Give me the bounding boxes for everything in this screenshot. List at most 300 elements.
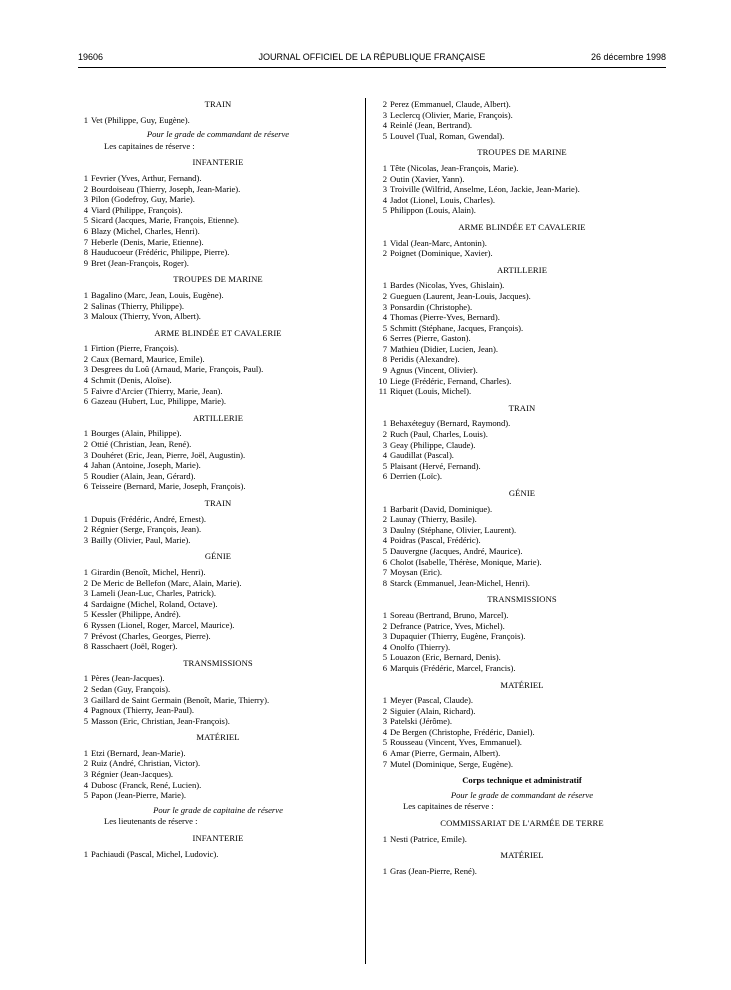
name-list <box>377 99 667 141</box>
list-item <box>377 866 667 877</box>
rank-number: 1 <box>382 833 387 844</box>
section-title: MATÉRIEL <box>500 679 544 690</box>
person-name: Vet (Philippe, Guy, Eugène). <box>91 114 190 125</box>
rank-number: 1 <box>382 609 387 620</box>
list-item <box>78 290 358 301</box>
list-item <box>377 716 667 727</box>
person-name: Gaudillat (Pascal). <box>390 450 454 461</box>
rank-number: 3 <box>382 524 387 535</box>
rank-number: 3 <box>382 716 387 727</box>
rank-number: 10 <box>378 375 387 386</box>
rank-number: 7 <box>382 343 387 354</box>
rank-number: 1 <box>83 428 88 439</box>
person-name: Gras (Jean-Pierre, René). <box>390 865 477 876</box>
list-item <box>78 620 358 631</box>
name-list <box>78 673 358 726</box>
list-item <box>377 621 667 632</box>
rank-number: 5 <box>382 737 387 748</box>
rank-number: 4 <box>83 460 88 471</box>
list-item <box>78 184 358 195</box>
list-item <box>377 642 667 653</box>
list-item <box>78 247 358 258</box>
section-title: MATÉRIEL <box>196 732 240 743</box>
person-name: Etzi (Bernard, Jean-Marie). <box>91 747 186 758</box>
rank-number: 2 <box>382 248 387 259</box>
rank-number: 4 <box>83 779 88 790</box>
list-item <box>377 663 667 674</box>
section-title: GÉNIE <box>508 488 536 498</box>
person-name: Moysan (Eric). <box>390 567 443 578</box>
rank-number: 5 <box>83 215 88 226</box>
person-name: Bourdoiseau (Thierry, Joseph, Jean-Marie). <box>91 183 241 194</box>
rank-number: 2 <box>83 758 88 769</box>
person-name: Louazon (Eric, Bernard, Denis). <box>390 652 501 663</box>
list-item <box>377 131 667 142</box>
name-list <box>78 428 358 492</box>
rank-number: 5 <box>382 205 387 216</box>
list-item <box>377 706 667 717</box>
list-item <box>377 344 667 355</box>
person-name: Jahan (Antoine, Joseph, Marie). <box>91 460 201 471</box>
rank-number: 2 <box>382 705 387 716</box>
rank-number: 7 <box>382 758 387 769</box>
grade-heading: Pour le grade de capitaine de réserve <box>153 804 283 815</box>
person-name: Vidal (Jean-Marc, Antonin). <box>390 237 487 248</box>
list-item <box>78 354 358 365</box>
list-item <box>78 450 358 461</box>
rank-number: 2 <box>382 99 387 109</box>
list-item <box>377 365 667 376</box>
list-item <box>377 695 667 706</box>
rank-number: 5 <box>83 715 88 726</box>
section-genie <box>377 488 667 588</box>
person-name: Louvel (Tual, Roman, Gwendal). <box>390 130 505 141</box>
rank-number: 3 <box>83 449 88 460</box>
list-item <box>377 120 667 131</box>
list-item <box>377 567 667 578</box>
rank-number: 6 <box>382 662 387 673</box>
list-item <box>78 514 358 525</box>
rank-number: 4 <box>83 204 88 215</box>
list-item <box>377 737 667 748</box>
rank-number: 7 <box>83 630 88 641</box>
list-item <box>377 748 667 759</box>
list-item <box>377 205 667 216</box>
rank-number: 1 <box>83 566 88 577</box>
rank-number: 5 <box>382 130 387 141</box>
list-item <box>377 333 667 344</box>
rank-number: 2 <box>83 683 88 694</box>
rank-number: 5 <box>382 460 387 471</box>
rank-number: 1 <box>382 418 387 429</box>
list-item <box>78 343 358 354</box>
person-name: Dauvergne (Jacques, André, Maurice). <box>390 545 523 556</box>
person-name: Masson (Eric, Christian, Jean-François). <box>91 715 230 726</box>
rank-number: 1 <box>83 172 88 183</box>
left-column <box>78 99 358 859</box>
rank-number: 3 <box>382 109 387 120</box>
list-item <box>377 238 667 249</box>
person-name: Dubosc (Franck, René, Lucien). <box>91 779 202 790</box>
person-name: Bagalino (Marc, Jean, Louis, Eugène). <box>91 289 224 300</box>
rank-number: 2 <box>382 514 387 525</box>
rank-number: 6 <box>382 556 387 567</box>
person-name: Patelski (Jérôme). <box>390 716 453 727</box>
person-name: Launay (Thierry, Basile). <box>390 514 477 525</box>
rank-number: 6 <box>83 396 88 407</box>
list-item <box>377 461 667 472</box>
person-name: Desgrees du Loû (Arnaud, Marie, François, Paul). <box>91 364 264 375</box>
list-item <box>78 375 358 386</box>
section-transmissions <box>377 594 667 673</box>
person-name: Tête (Nicolas, Jean-François, Marie). <box>390 162 519 173</box>
list-item <box>78 205 358 216</box>
list-item <box>377 302 667 313</box>
section-title: TRAIN <box>204 498 232 508</box>
person-name: Bailly (Olivier, Paul, Marie). <box>91 534 191 545</box>
person-name: Reinlé (Jean, Bertrand). <box>390 120 473 131</box>
rank-number: 4 <box>83 598 88 609</box>
name-list <box>377 610 667 674</box>
person-name: Cholot (Isabelle, Thérèse, Monique, Marie). <box>390 556 542 567</box>
person-name: Plaisant (Hervé, Fernand). <box>390 460 481 471</box>
section-continuation <box>377 99 667 141</box>
person-name: Philippon (Louis, Alain). <box>390 205 476 216</box>
list-item <box>78 258 358 269</box>
section-title: TRAIN <box>204 99 232 109</box>
rank-number: 4 <box>382 120 387 131</box>
rank-number: 1 <box>382 865 387 876</box>
person-name: Rasschaert (Joël, Roger). <box>91 641 178 652</box>
name-list <box>78 849 358 860</box>
list-item <box>377 535 667 546</box>
list-item <box>377 557 667 568</box>
person-name: Blazy (Michel, Charles, Henri). <box>91 225 200 236</box>
rank-number: 6 <box>382 471 387 482</box>
rank-number: 1 <box>83 289 88 300</box>
rank-number: 5 <box>83 385 88 396</box>
section-title: TROUPES DE MARINE <box>477 147 567 158</box>
person-name: Pagnoux (Thierry, Jean-Paul). <box>91 705 195 716</box>
list-item <box>78 758 358 769</box>
person-name: Peridis (Alexandre). <box>390 354 460 365</box>
rank-number: 1 <box>83 513 88 524</box>
person-name: Leclercq (Olivier, Marie, François). <box>390 109 513 120</box>
rank-number: 9 <box>83 257 88 268</box>
list-item <box>78 428 358 439</box>
person-name: Mathieu (Didier, Lucien, Jean). <box>390 343 498 354</box>
name-list <box>78 343 358 407</box>
rank-number: 3 <box>83 588 88 599</box>
rank-number: 6 <box>83 481 88 492</box>
list-item <box>78 748 358 759</box>
list-item <box>377 440 667 451</box>
publication-date: 26 décembre 1998 <box>590 52 666 62</box>
rank-number: 5 <box>382 652 387 663</box>
person-name: Serres (Pierre, Gaston). <box>390 333 471 344</box>
list-item <box>377 429 667 440</box>
person-name: Outin (Xavier, Yann). <box>390 173 465 184</box>
person-name: De Meric de Bellefon (Marc, Alain, Marie). <box>91 577 242 588</box>
rank-number: 1 <box>83 114 88 125</box>
list-item <box>78 684 358 695</box>
section-artillerie <box>78 413 358 492</box>
list-item <box>377 727 667 738</box>
section-infanterie <box>78 157 358 268</box>
name-list <box>78 567 358 652</box>
journal-title: JOURNAL OFFICIEL DE LA RÉPUBLIQUE FRANÇAISE <box>258 52 486 62</box>
person-name: Douhéret (Eric, Jean, Pierre, Joël, Augustin). <box>91 449 246 460</box>
list-item <box>78 641 358 652</box>
list-item <box>377 248 667 259</box>
list-item <box>377 376 667 387</box>
name-list <box>78 290 358 322</box>
rank-number: 5 <box>382 545 387 556</box>
section-genie <box>78 551 358 651</box>
rank-number: 4 <box>382 641 387 652</box>
person-name: Pères (Jean-Jacques). <box>91 673 165 684</box>
list-item <box>377 525 667 536</box>
rank-number: 6 <box>83 225 88 236</box>
person-name: Sedan (Guy, François). <box>91 683 171 694</box>
person-name: Derrien (Loïc). <box>390 471 443 482</box>
header-rule <box>78 67 666 68</box>
list-item <box>78 790 358 801</box>
section-train <box>78 498 358 545</box>
section-title: TRAIN <box>508 402 536 413</box>
person-name: Amar (Pierre, Germain, Albert). <box>390 748 501 759</box>
list-item <box>78 535 358 546</box>
rank-number: 3 <box>382 439 387 450</box>
list-item <box>78 364 358 375</box>
rank-number: 8 <box>83 247 88 258</box>
section-materiel <box>78 732 358 801</box>
person-name: Poidras (Pascal, Frédéric). <box>390 535 481 546</box>
name-list <box>377 866 667 877</box>
rank-number: 2 <box>382 290 387 301</box>
list-item <box>377 450 667 461</box>
rank-number: 1 <box>382 695 387 706</box>
rank-number: 5 <box>83 609 88 620</box>
rank-number: 2 <box>382 620 387 631</box>
person-name: Teisseire (Bernard, Marie, Joseph, François). <box>91 481 246 492</box>
name-list <box>78 173 358 268</box>
list-item <box>377 546 667 557</box>
section-title: GÉNIE <box>204 551 232 562</box>
rank-number: 3 <box>83 364 88 375</box>
list-item <box>78 588 358 599</box>
rank-number: 6 <box>83 619 88 630</box>
corps-heading: Corps technique et administratif <box>462 775 582 786</box>
rank-number: 8 <box>382 577 387 588</box>
name-list <box>377 163 667 216</box>
section-materiel <box>377 850 667 876</box>
section-title: TRANSMISSIONS <box>183 657 253 668</box>
rank-number: 11 <box>378 386 387 397</box>
rank-number: 3 <box>83 694 88 705</box>
person-name: Bret (Jean-François, Roger). <box>91 257 189 268</box>
list-item <box>78 716 358 727</box>
rank-number: 4 <box>382 450 387 461</box>
name-list <box>377 280 667 397</box>
person-name: Faivre d'Arcier (Thierry, Marie, Jean). <box>91 385 223 396</box>
list-item <box>78 631 358 642</box>
section-title: TRANSMISSIONS <box>487 594 557 605</box>
person-name: Defrance (Patrice, Yves, Michel). <box>390 620 505 631</box>
person-name: Girardin (Benoît, Michel, Henri). <box>91 566 206 577</box>
grade-heading: Pour le grade de commandant de réserve <box>450 789 594 800</box>
list-item <box>78 578 358 589</box>
grade-intro: Les lieutenants de réserve : <box>104 816 198 827</box>
rank-number: 2 <box>83 183 88 194</box>
rank-number: 8 <box>382 354 387 365</box>
person-name: Dupuis (Frédéric, André, Ernest). <box>91 513 207 524</box>
rank-number: 6 <box>382 748 387 759</box>
page-header <box>78 52 666 66</box>
rank-number: 3 <box>83 311 88 322</box>
name-list <box>377 418 667 482</box>
list-item <box>377 195 667 206</box>
list-item <box>78 311 358 322</box>
person-name: Onolfo (Thierry). <box>390 641 451 652</box>
section-arme-blindee <box>377 222 667 259</box>
list-item <box>78 769 358 780</box>
rank-number: 4 <box>382 194 387 205</box>
page-number: 19606 <box>78 52 104 62</box>
list-item <box>78 115 358 126</box>
list-item <box>377 386 667 397</box>
rank-number: 3 <box>83 194 88 205</box>
person-name: Ponsardin (Christophe). <box>390 301 473 312</box>
section-title: MATÉRIEL <box>500 850 544 861</box>
list-item <box>78 673 358 684</box>
rank-number: 1 <box>83 747 88 758</box>
person-name: Meyer (Pascal, Claude). <box>390 695 474 706</box>
person-name: Troiville (Wilfrid, Anselme, Léon, Jackie, Jean-Marie). <box>390 184 580 195</box>
list-item <box>78 524 358 535</box>
person-name: Mutel (Dominique, Serge, Eugène). <box>390 758 513 769</box>
person-name: Agnus (Vincent, Olivier). <box>390 365 478 376</box>
person-name: Lameli (Jean-Luc, Charles, Patrick). <box>91 588 217 599</box>
person-name: Behaxéteguy (Bernard, Raymond). <box>390 418 511 429</box>
rank-number: 3 <box>382 301 387 312</box>
rank-number: 3 <box>382 184 387 195</box>
person-name: Marquis (Frédéric, Marcel, Francis). <box>390 662 516 673</box>
rank-number: 4 <box>382 535 387 546</box>
person-name: Firtion (Pierre, François). <box>91 343 179 354</box>
person-name: Ottié (Christian, Jean, René). <box>91 439 192 450</box>
person-name: Gazeau (Hubert, Luc, Philippe, Marie). <box>91 396 227 407</box>
list-item <box>377 834 667 845</box>
section-title: ARTILLERIE <box>496 264 548 275</box>
person-name: Fevrier (Yves, Arthur, Fernand). <box>91 172 202 183</box>
section-title: COMMISSARIAT DE L'ARMÉE DE TERRE <box>440 818 604 829</box>
section-artillerie <box>377 265 667 397</box>
rank-number: 1 <box>382 237 387 248</box>
section-title: INFANTERIE <box>192 833 244 844</box>
list-item <box>78 226 358 237</box>
list-item <box>377 110 667 121</box>
section-infanterie <box>78 833 358 859</box>
person-name: Prévost (Charles, Georges, Pierre). <box>91 630 211 641</box>
name-list <box>377 695 667 769</box>
list-item <box>377 652 667 663</box>
person-name: Gueguen (Laurent, Jean-Louis, Jacques). <box>390 290 531 301</box>
name-list <box>78 115 358 126</box>
rank-number: 4 <box>83 375 88 386</box>
list-item <box>377 291 667 302</box>
section-title: ARME BLINDÉE ET CAVALERIE <box>154 327 282 338</box>
list-item <box>377 99 667 110</box>
list-item <box>78 609 358 620</box>
person-name: Riquet (Louis, Michel). <box>390 386 472 397</box>
person-name: Sicard (Jacques, Marie, François, Etienne). <box>91 215 239 226</box>
section-train <box>78 99 358 125</box>
person-name: Schmitt (Stéphane, Jacques, François). <box>390 322 524 333</box>
list-item <box>78 460 358 471</box>
person-name: Heberle (Denis, Marie, Etienne). <box>91 236 204 247</box>
section-troupes-de-marine <box>377 147 667 216</box>
person-name: Kessler (Philippe, André). <box>91 609 181 620</box>
column-divider <box>365 98 366 964</box>
section-arme-blindee <box>78 328 358 407</box>
list-item <box>78 471 358 482</box>
person-name: Nesti (Patrice, Emile). <box>390 833 467 844</box>
rank-number: 1 <box>83 673 88 684</box>
list-item <box>78 439 358 450</box>
person-name: Salinas (Thierry, Philippe). <box>91 300 184 311</box>
person-name: Jadot (Lionel, Louis, Charles). <box>390 194 496 205</box>
person-name: Dupaquier (Thierry, Eugène, François). <box>390 631 526 642</box>
person-name: Siguier (Alain, Richard). <box>390 705 476 716</box>
person-name: Soreau (Bertrand, Bruno, Marcel). <box>390 609 509 620</box>
list-item <box>377 514 667 525</box>
person-name: Schmit (Denis, Aloïse). <box>91 375 172 386</box>
section-title: INFANTERIE <box>192 157 244 168</box>
section-troupes-de-marine <box>78 274 358 321</box>
section-train <box>377 403 667 482</box>
list-item <box>377 631 667 642</box>
list-item <box>78 237 358 248</box>
person-name: Maloux (Thierry, Yvon, Albert). <box>91 311 201 322</box>
person-name: Poignet (Dominique, Xavier). <box>390 248 493 259</box>
list-item <box>377 610 667 621</box>
right-column <box>377 99 667 876</box>
rank-number: 7 <box>382 567 387 578</box>
section-transmissions <box>78 658 358 727</box>
list-item <box>78 481 358 492</box>
person-name: Liege (Frédéric, Fernand, Charles). <box>390 375 512 386</box>
person-name: Viard (Philippe, François). <box>91 204 183 215</box>
rank-number: 1 <box>382 280 387 291</box>
person-name: Rousseau (Vincent, Yves, Emmanuel). <box>390 737 522 748</box>
person-name: De Bergen (Christophe, Frédéric, Daniel). <box>390 726 535 737</box>
rank-number: 1 <box>382 503 387 514</box>
grade-intro: Les capitaines de réserve : <box>403 801 494 812</box>
person-name: Papon (Jean-Pierre, Marie). <box>91 790 186 801</box>
list-item <box>377 418 667 429</box>
rank-number: 3 <box>382 631 387 642</box>
rank-number: 6 <box>382 333 387 344</box>
rank-number: 2 <box>382 429 387 440</box>
person-name: Caux (Bernard, Maurice, Emile). <box>91 353 205 364</box>
grade-heading: Pour le grade de commandant de réserve <box>146 129 290 140</box>
list-item <box>78 599 358 610</box>
list-item <box>78 705 358 716</box>
list-item <box>377 323 667 334</box>
list-item <box>377 312 667 323</box>
list-item <box>78 301 358 312</box>
